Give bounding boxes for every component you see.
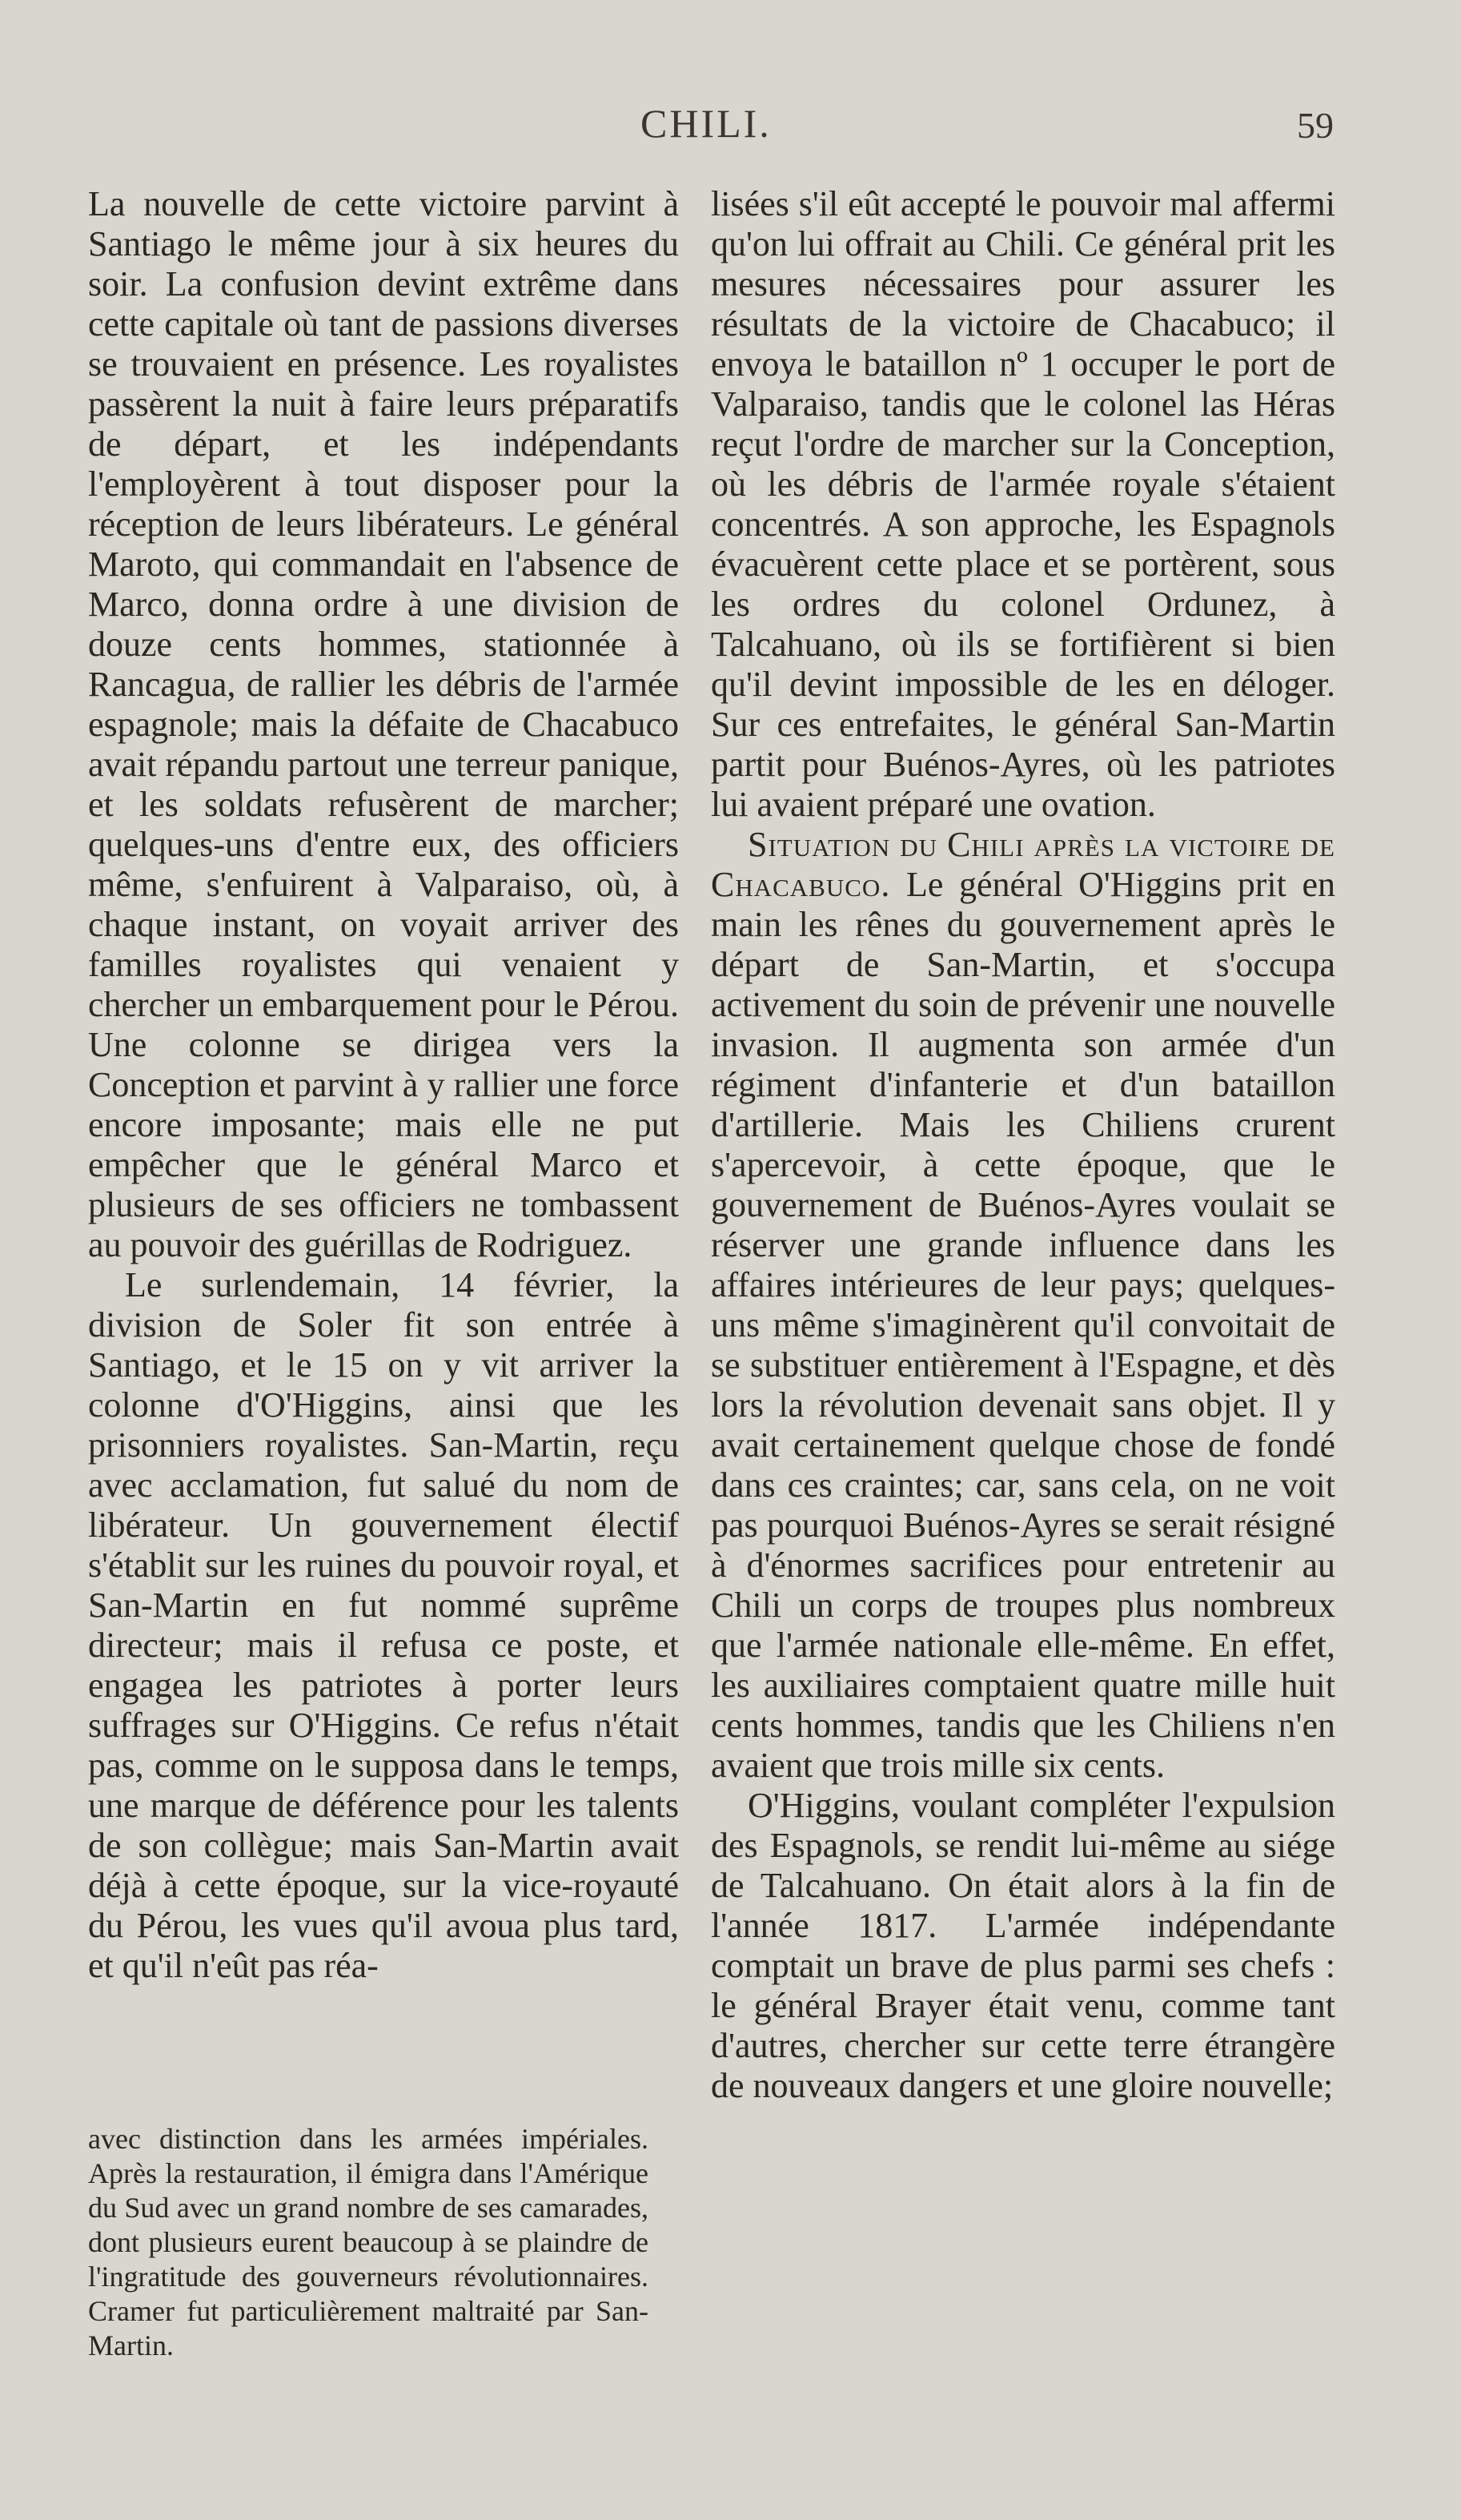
right-paragraph-3: O'Higgins, voulant compléter l'expulsion des Espagnols, se rendit lui-même au siége de Talcahuano. On était alors à la fin de l'année 1817. L'armée indépendante comptait un brave de plus parmi ses chefs : le général Brayer était venu, comme tant d'autres, chercher sur cette terre étrangère de nouveaux dangers et une gloire nouvelle; <box>711 1786 1335 2105</box>
footnote: avec distinction dans les armées impériales. Après la restauration, il émigra dans l'Amérique du Sud avec un grand nombre de ses camarades, dont plusieurs eurent beaucoup à se plaindre de l'ingratitude des gouverneurs révolutionnaires. Cramer fut particulièrement maltraité par San-Martin. <box>88 2123 648 2361</box>
left-paragraph-1: La nouvelle de cette victoire parvint à Santiago le même jour à six heures du soir. La confusion devint extrême dans cette capitale où tant de passions diverses se trouvaient en présence. Les royalistes passèrent la nuit à faire leurs préparatifs de départ, et les indépendants l'employèrent à tout disposer pour la réception de leurs libérateurs. Le général Maroto, qui commandait en l'absence de Marco, donna ordre à une division de douze cents hommes, stationnée à Rancagua, de rallier les débris de l'armée espagnole; mais la défaite de Chacabuco avait répandu partout une terreur panique, et les soldats refusèrent de marcher; quelques-uns d'entre eux, des officiers même, s'enfuirent à Valparaiso, où, à chaque instant, on voyait arriver des familles royalistes qui venaient y chercher un embarquement pour le Pérou. Une colonne se dirigea vers la Conception et parvint à y rallier une force encore imposante; mais elle ne put empêcher que le général Marco et plusieurs de ses officiers ne tombassent au pouvoir des guérillas de Rodriguez. <box>88 184 679 1264</box>
left-paragraph-2: Le surlendemain, 14 février, la division de Soler fit son entrée à Santiago, et le 15 on y vit arriver la colonne d'O'Higgins, ainsi que les prisonniers royalistes. San-Martin, reçu avec acclamation, fut salué du nom de libérateur. Un gouvernement électif s'établit sur les ruines du pouvoir royal, et San-Martin en fut nommé suprême directeur; mais il refusa ce poste, et engagea les patriotes à porter leurs suffrages sur O'Higgins. Ce refus n'était pas, comme on le supposa dans le temps, une marque de déférence pour les talents de son collègue; mais San-Martin avait déjà à cette époque, sur la vice-royauté du Pérou, les vues qu'il avoua plus tard, et qu'il n'eût pas réa- <box>88 1265 679 1985</box>
page-number: 59 <box>1297 105 1334 146</box>
page-header <box>0 0 1461 176</box>
right-paragraph-1: lisées s'il eût accepté le pouvoir mal affermi qu'on lui offrait au Chili. Ce général prit les mesures nécessaires pour assurer les résultats de la victoire de Chacabuco; il envoya le bataillon nº 1 occuper le port de Valparaiso, tandis que le colonel las Héras reçut l'ordre de marcher sur la Conception, où les débris de l'armée royale s'étaient concentrés. A son approche, les Espagnols évacuèrent cette place et se portèrent, sous les ordres du colonel Ordunez, à Talcahuano, où ils se fortifièrent si bien qu'il devint impossible de les en déloger. Sur ces entrefaites, le général San-Martin partit pour Buénos-Ayres, où les patriotes lui avaient préparé une ovation. <box>711 184 1335 824</box>
right-paragraph-2-text: Le général O'Higgins prit en main les rênes du gouvernement après le départ de San-Martin, et s'occupa activement du soin de prévenir une nouvelle invasion. Il augmenta son armée d'un régiment d'infanterie et d'un bataillon d'artillerie. Mais les Chiliens crurent s'apercevoir, à cette époque, que le gouvernement de Buénos-Ayres voulait se réserver une grande influence dans les affaires intérieures de leur pays; quelques-uns même s'imaginèrent qu'il convoitait de se substituer entièrement à l'Espagne, et dès lors la révolution devenait sans objet. Il y avait certainement quelque chose de fondé dans ces craintes; car, sans cela, on ne voit pas pourquoi Buénos-Ayres se serait résigné à d'énormes sacrifices pour entretenir au Chili un corps de troupes plus nombreux que l'armée nationale elle-même. En effet, les auxiliaires comptaient quatre mille huit cents hommes, tandis que les Chiliens n'en avaient que trois mille six cents. <box>711 865 1335 1785</box>
running-title: CHILI. <box>640 101 772 146</box>
section-heading: Situation du Chili après la victoire de Chacabuco. <box>711 825 1335 904</box>
right-paragraph-2 <box>711 825 1335 1786</box>
left-column <box>88 184 679 1986</box>
right-column <box>711 184 1335 2106</box>
